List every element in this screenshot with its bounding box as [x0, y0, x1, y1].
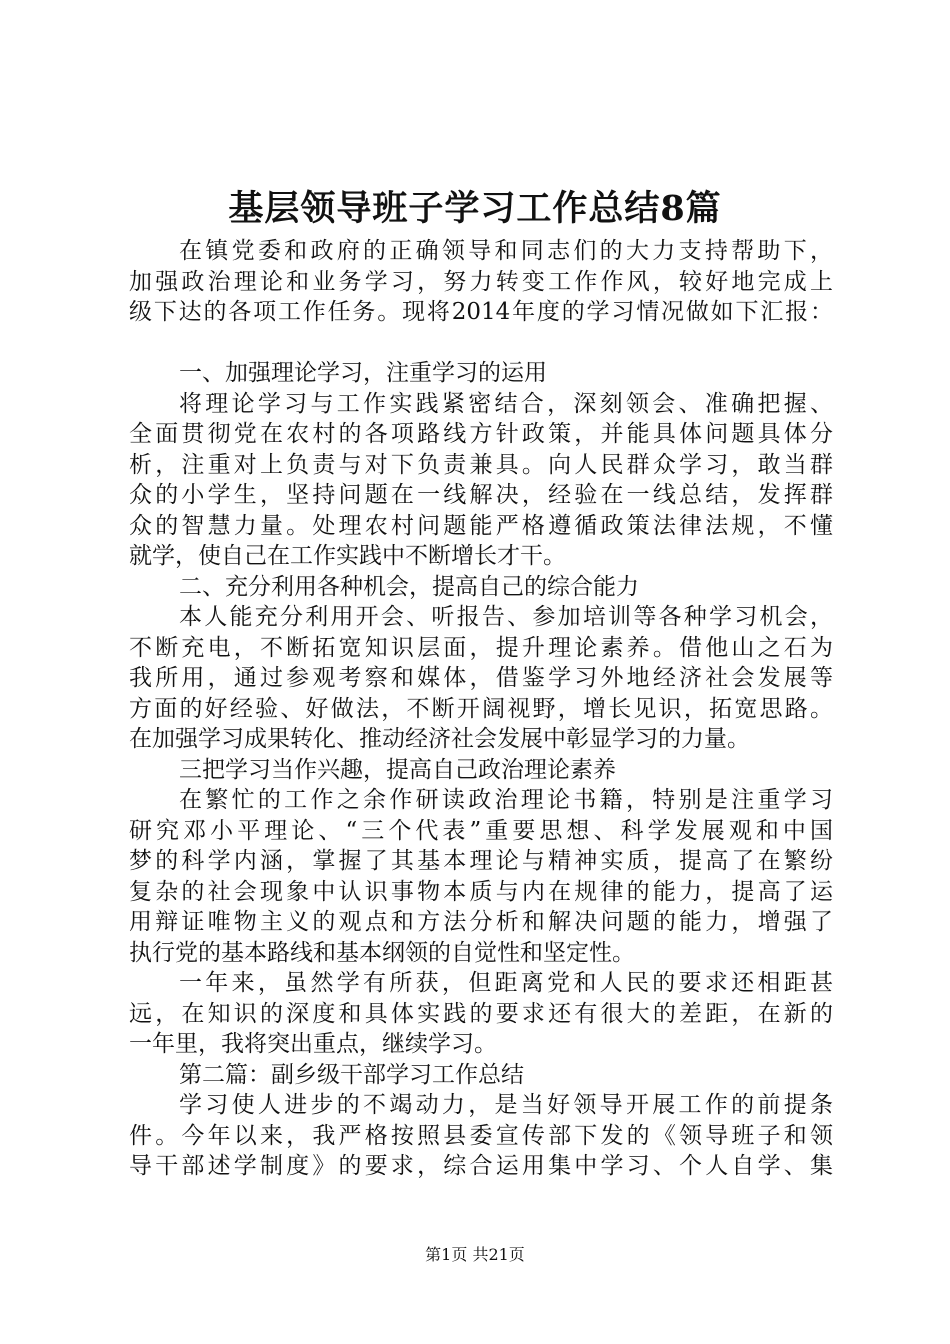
paragraph-last-line: 执行党的基本路线和基本纲领的自觉性和坚定性。: [129, 939, 635, 966]
paragraph-first-line: 在繁忙的工作之余作研读政治理论书籍，特别是注重学习: [179, 787, 833, 813]
section-heading: 三把学习当作兴趣，提高自己政治理论素养: [179, 756, 616, 783]
text-line: 远，在知识的深度和具体实践的要求还有很大的差距，在新的: [129, 1000, 833, 1027]
paragraph-last-line: 一年里，我将突出重点，继续学习。: [129, 1031, 497, 1057]
text-line: 复杂的社会现象中认识事物本质与内在规律的能力，提高了运: [129, 878, 833, 905]
text-line: 方面的好经验、好做法，不断开阔视野，增长见识，拓宽思路。: [129, 695, 833, 722]
text-line: 梦的科学内涵，掌握了其基本理论与精神实质，提高了在繁纷: [129, 848, 833, 874]
text-line: 用辩证唯物主义的观点和方法分析和解决问题的能力，增强了: [129, 909, 833, 935]
document-body: [129, 236, 833, 1182]
text-line: 众的小学生，坚持问题在一线解决，经验在一线总结，发挥群: [129, 482, 833, 508]
text-line: 不断充电，不断拓宽知识层面，提升理论素养。借他山之石为: [129, 634, 833, 661]
document-title: 基层领导班子学习工作总结8篇: [228, 188, 722, 229]
paragraph-first-line: 在镇党委和政府的正确领导和同志们的大力支持帮助下，: [179, 238, 833, 264]
text-line: 导干部述学制度》的要求，综合运用集中学习、个人自学、集: [129, 1153, 833, 1179]
text-line: 加强政治理论和业务学习，努力转变工作作风，较好地完成上: [129, 268, 833, 295]
text-line: 全面贯彻党在农村的各项路线方针政策，并能具体问题具体分: [129, 421, 833, 447]
blank-line: [129, 328, 833, 359]
paragraph-last-line: 就学，使自己在工作实践中不断增长才干。: [129, 543, 566, 569]
text-line: 我所用，通过参观考察和媒体，借鉴学习外地经济社会发展等: [129, 665, 833, 691]
text-line: 研究邓小平理论、“三个代表”重要思想、科学发展观和中国: [129, 817, 833, 844]
text-line: 析，注重对上负责与对下负责兼具。向人民群众学习，敢当群: [129, 451, 833, 478]
section-heading: 二、充分利用各种机会，提高自己的综合能力: [179, 573, 639, 600]
text-line: 件。今年以来，我严格按照县委宣传部下发的《领导班子和领: [129, 1122, 833, 1149]
paragraph-first-line: 学习使人进步的不竭动力，是当好领导开展工作的前提条: [179, 1092, 833, 1118]
section-heading: 一、加强理论学习，注重学习的运用: [179, 360, 547, 386]
paragraph-first-line: 一年来，虽然学有所获，但距离党和人民的要求还相距甚: [179, 970, 833, 996]
paragraph-last-line: 在加强学习成果转化、推动经济社会发展中彰显学习的力量。: [129, 726, 750, 752]
section-heading: 第二篇：副乡级干部学习工作总结: [179, 1061, 524, 1088]
page-footer: 第1页 共21页: [425, 1245, 525, 1264]
text-line: 众的智慧力量。处理农村问题能严格遵循政策法律法规，不懂: [129, 512, 833, 539]
paragraph-first-line: 本人能充分利用开会、听报告、参加培训等各种学习机会，: [179, 604, 833, 630]
text-line: 级下达的各项工作任务。现将2014年度的学习情况做如下汇报：: [129, 299, 833, 325]
paragraph-first-line: 将理论学习与工作实践紧密结合，深刻领会、准确把握、: [179, 390, 833, 417]
